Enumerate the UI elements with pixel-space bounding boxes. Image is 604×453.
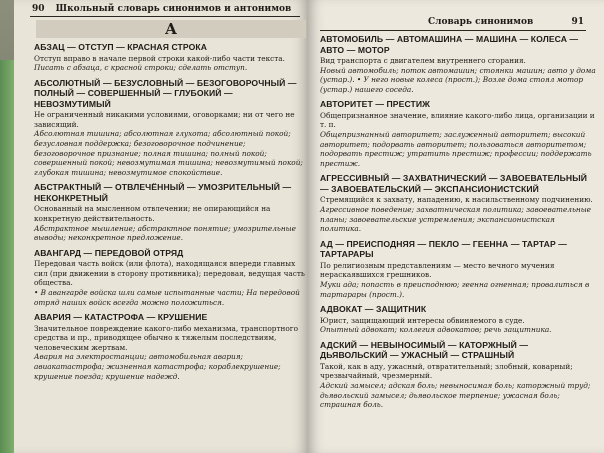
entry-definition: Вид транспорта с двигателем внутреннего сгорания. [320, 56, 526, 65]
right-page-number: 91 [571, 17, 584, 27]
right-page [308, 0, 604, 453]
entry-definition: Такой, как в аду, ужасный, отвратительный; злобный, коварный; чрезвычайный, чрезмерный. [320, 361, 573, 381]
left-running-head [32, 4, 291, 14]
entry-headword: АДСКИЙ — НЕВЫНОСИМЫЙ — КАТОРЖНЫЙ — ДЬЯВОЛЬСКИЙ — УЖАСНЫЙ — СТРАШНЫЙ [320, 339, 529, 361]
entry-headword: АВТОРИТЕТ — ПРЕСТИЖ [320, 99, 431, 110]
entry-examples: Адский замысел; адская боль; невыносимая боль; каторжный труд; дьявольский замысел; дьявольское терпение; ужасная боль; страшная боль. [320, 381, 591, 410]
entry-definition: Значительное повреждение какого-либо механизма, транспортного средства и пр., приводящее обычно к тяжелым последствиям, человеческим жертвам. [34, 323, 298, 352]
entry-headword: АГРЕССИВНЫЙ — ЗАХВАТНИЧЕСКИЙ — ЗАВОЕВАТЕЛЬНЫЙ — ЗАВОЕВАТЕЛЬСКИЙ — ЭКСПАНСИОНИСТСКИЙ [320, 173, 587, 194]
entry-examples: Писать с абзаца, с красной строки; сделать отступ. [34, 63, 248, 73]
dictionary-entry [320, 340, 598, 410]
section-letter: А [36, 20, 306, 38]
entry-definition: Стремящийся к захвату, нападению, к насильственному подчинению. [320, 195, 593, 205]
entry-definition: Основанный на мысленном отвлечении; не опирающийся на конкретную действительность. [34, 204, 271, 223]
left-head-rule [30, 16, 300, 17]
entry-headword: АВАРИЯ — КАТАСТРОФА — КРУШЕНИЕ [34, 312, 208, 323]
left-running-title: Школьный словарь синонимов и антонимов [55, 4, 292, 14]
left-page-number: 90 [32, 4, 45, 14]
dictionary-entry [320, 304, 598, 335]
entry-headword: АБСТРАКТНЫЙ — ОТВЛЕЧЁННЫЙ — УМОЗРИТЕЛЬНЫЙ — НЕКОНКРЕТНЫЙ [34, 182, 292, 203]
entry-headword: АВТОМОБИЛЬ — АВТОМАШИНА — МАШИНА — КОЛЕСА — АВТО — МОТОР [320, 34, 579, 55]
dictionary-entry [34, 182, 306, 242]
dictionary-entry [320, 34, 598, 94]
entry-headword: АБСОЛЮТНЫЙ — БЕЗУСЛОВНЫЙ — БЕЗОГОВОРОЧНЫЙ — ПОЛНЫЙ — СОВЕРШЕННЫЙ — ГЛУБОКИЙ — НЕВОЗМУТИМЫЙ [34, 77, 297, 109]
entry-headword: АД — ПРЕИСПОДНЯЯ — ПЕКЛО — ГЕЕННА — ТАРТАР — ТАРТАРАРЫ [320, 238, 567, 260]
entry-headword: АВАНГАРД — ПЕРЕДОВОЙ ОТРЯД [34, 247, 184, 258]
entry-definition: Общепризнанное значение, влияние какого-либо лица, организации и т. п. [320, 110, 595, 130]
entry-headword: АБЗАЦ — ОТСТУП — КРАСНАЯ СТРОКА [34, 42, 208, 52]
entry-examples: Общепризнанный авторитет; заслуженный авторитет; высокий авторитет; подорвать авторитет; пользоваться авторитетом; подорвать престиж; утратить престиж; профессии; поддержать престиж. [320, 130, 592, 168]
right-head-rule [320, 30, 586, 31]
entry-definition: Отступ вправо в начале первой строки какой-либо части текста. [34, 53, 285, 63]
dictionary-entry [34, 42, 306, 73]
dictionary-entry [34, 248, 306, 307]
entry-examples: Агрессивное поведение; захватническая политика; завоевательные планы; завоевательские устремления; экспансионистская политика. [320, 205, 591, 234]
right-running-title: Словарь синонимов [428, 17, 534, 27]
left-column [34, 42, 306, 386]
entry-examples: Авария на электростанции; автомобильная авария; авиакатастрофа; жизненная катастрофа; кораблекрушение; крушение поезда; крушение надежд. [34, 352, 281, 381]
dictionary-entry [320, 99, 598, 168]
entry-definition: По религиозным представлениям — место вечного мучения нераскаявшихся грешников. [320, 260, 555, 280]
entry-definition: Не ограниченный никакими условиями, оговорками; ни от чего не зависящий. [34, 110, 295, 129]
entry-examples: Новый автомобиль; поток автомашин; стоянки машин; авто у дома (устар.). • У него новые колеса (прост.); Возле дома стоял мотор (устар.) нашего соседа. [320, 65, 596, 94]
entry-examples: Абстрактное мышление; абстрактное понятие; умозрительные выводы; неконкретное предложение. [34, 223, 296, 243]
entry-examples: Муки ада; попасть в преисподнюю; геенна огненная; провалиться в тартарары (прост.). [320, 280, 590, 299]
entry-examples: Опытный адвокат; коллегия адвокатов; речь защитника. [320, 325, 552, 335]
entry-definition: Юрист, защищающий интересы обвиняемого в суде. [320, 315, 525, 325]
book-cover-edge [0, 60, 14, 453]
entry-definition: Передовая часть войск (или флота), находящаяся впереди главных сил (при движении в сторону противника); передовая, ведущая часть общества. [34, 259, 305, 288]
dictionary-entry [34, 312, 306, 381]
entry-headword: АДВОКАТ — ЗАЩИТНИК [320, 304, 427, 315]
entry-examples: Абсолютная тишина; абсолютная глухота; абсолютный покой; безусловная поддержка; безоговорочное подчинение; безоговорочное признание; полная тишина; полный покой; совершенный покой; невозмутимая тишина; невозмутимый покой; глубокая тишина; невозмутимое спокойствие. [34, 129, 303, 177]
dictionary-entry [320, 239, 598, 299]
entry-examples: • В авангарде войска шли самые испытанные части; На передовой отряд наших войск всегда можно положиться. [34, 288, 300, 307]
dictionary-entry [320, 173, 598, 233]
right-column [320, 34, 598, 415]
left-page [14, 0, 308, 453]
dictionary-entry [34, 78, 306, 178]
